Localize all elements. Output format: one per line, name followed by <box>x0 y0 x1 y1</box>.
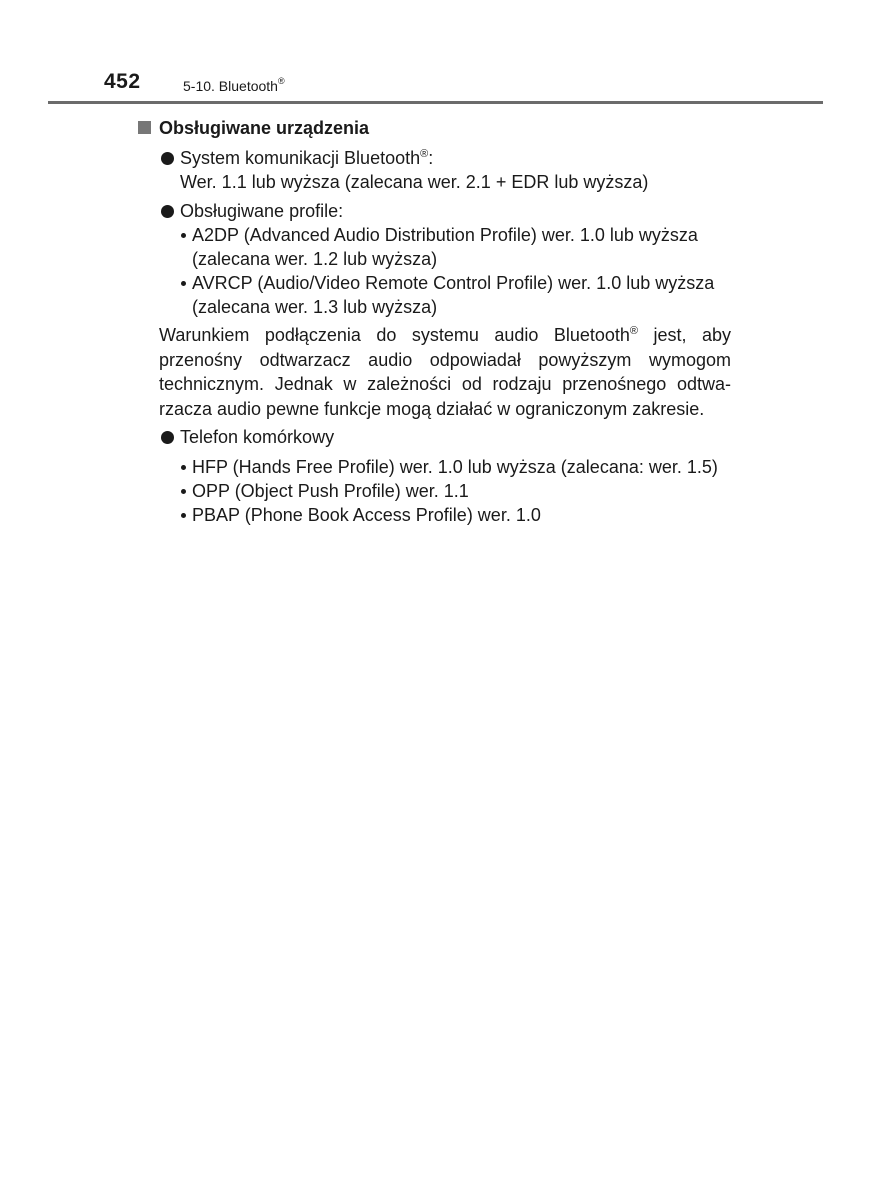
bullet-text: System komunikacji Bluetooth <box>180 148 421 168</box>
registered-mark: ® <box>420 148 429 160</box>
header-divider <box>48 101 823 104</box>
sub-item-a2dp-cont: (zalecana wer. 1.2 lub wyższa) <box>192 249 438 269</box>
page-number: 452 <box>104 70 141 93</box>
sub-item-avrcp: AVRCP (Audio/Video Remote Control Profile) wer. 1.0 lub wyższa <box>192 273 715 293</box>
bullet-item-bluetooth <box>180 147 433 169</box>
sub-item-opp: OPP (Object Push Profile) wer. 1.1 <box>192 481 469 501</box>
paragraph-part2: jest, aby przenośny odtwarzacz audio odpowiadał powyższym wymogom technicznym. Jednak w zależności od rodzaju przenośnego odtwa-rzacza audio pewne funkcje mogą działać w ograniczonym zakresie. <box>159 325 731 419</box>
sub-bullet-icon <box>181 233 186 238</box>
bullet-circle-icon <box>161 431 174 444</box>
sub-item-hfp: HFP (Hands Free Profile) wer. 1.0 lub wyższa (zalecana: wer. 1.5) <box>192 457 718 477</box>
bullet-circle-icon <box>161 152 174 165</box>
square-bullet-icon <box>138 121 151 134</box>
bullet-item-profiles: Obsługiwane profile: <box>180 201 344 221</box>
page-header <box>0 0 877 110</box>
sub-bullet-icon <box>181 281 186 286</box>
bullet-item-phone: Telefon komórkowy <box>180 427 335 447</box>
paragraph-part1: Warunkiem podłączenia do systemu audio Bluetooth <box>159 325 630 345</box>
section-title <box>183 78 285 94</box>
section-heading: Obsługiwane urządzenia <box>159 118 370 138</box>
sub-item-a2dp: A2DP (Advanced Audio Distribution Profile) wer. 1.0 lub wyższa <box>192 225 698 245</box>
section-title-text: 5-10. Bluetooth <box>183 78 278 94</box>
info-paragraph <box>159 323 731 421</box>
registered-mark: ® <box>629 325 639 337</box>
sub-bullet-icon <box>181 489 186 494</box>
bullet-item-version: Wer. 1.1 lub wyższa (zalecana wer. 2.1 + EDR lub wyższa) <box>180 172 649 192</box>
bullet-suffix: : <box>428 148 434 168</box>
sub-bullet-icon <box>181 513 186 518</box>
sub-item-pbap: PBAP (Phone Book Access Profile) wer. 1.0 <box>192 505 541 525</box>
sub-bullet-icon <box>181 465 186 470</box>
registered-mark: ® <box>277 76 285 86</box>
sub-item-avrcp-cont: (zalecana wer. 1.3 lub wyższa) <box>192 297 438 317</box>
bullet-circle-icon <box>161 205 174 218</box>
